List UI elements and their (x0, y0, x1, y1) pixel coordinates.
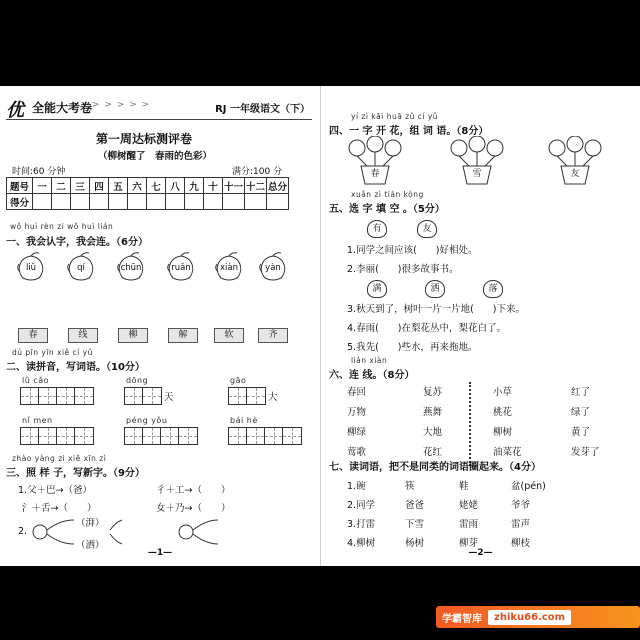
q6-word: 黄了 (571, 427, 591, 438)
score-cell (223, 194, 245, 210)
q7-word: 2.同学 (347, 500, 376, 511)
score-cell (90, 194, 109, 210)
writing-grid-cell (57, 388, 75, 404)
q6-word: 花红 (423, 447, 443, 458)
page-number: —1— (147, 548, 173, 558)
q6-pinyin: lián xiàn (351, 356, 388, 365)
peach-pinyin: xiàn (220, 263, 238, 273)
score-cell (166, 194, 185, 210)
writing-grid (124, 427, 198, 445)
choice-char: 落 (483, 280, 503, 298)
score-cell (245, 194, 267, 210)
score-table (6, 177, 289, 210)
q6-word: 大地 (423, 427, 443, 438)
character-box: 柳 (118, 328, 148, 343)
peach-item (14, 252, 48, 282)
writing-grid-cell (39, 388, 57, 404)
subject-label: RJ 一年级语文（下） (215, 104, 310, 115)
q5-label: 五、选 字 填 空 。（5分） (329, 204, 445, 215)
q7-word: 爷爷 (511, 500, 531, 511)
score-header-cell: 九 (185, 178, 204, 194)
score-header-cell: 十二 (245, 178, 267, 194)
q7-word: 4.柳树 (347, 538, 376, 549)
peach-pinyin: qí (77, 263, 85, 273)
q3-pinyin: zhào yàng zi xiě xīn zì (12, 454, 107, 463)
score-header-cell: 三 (71, 178, 90, 194)
peach-item (212, 252, 246, 282)
writing-grid (20, 387, 94, 405)
q3-item-3: 氵＋舌→（ ） (22, 503, 97, 514)
q7-word: 鞋 (459, 481, 469, 492)
peach-item (64, 252, 98, 282)
q2-item-char: 天 (164, 392, 174, 403)
score-value-row (7, 194, 289, 210)
writing-grid-cell (57, 428, 75, 444)
q7-word: 雷声 (511, 519, 531, 530)
peach-item (256, 252, 290, 282)
q7-word: 3.打雷 (347, 519, 376, 530)
q5-pinyin: xuǎn zì tián kòng (351, 190, 424, 199)
brand-logo: 优 (6, 100, 24, 121)
peach-pinyin: liǔ (25, 263, 37, 273)
q5-line-3: 3.秋天到了，树叶一片一片地( )下来。 (347, 304, 525, 315)
q6-label: 六、连 线。（8分） (329, 370, 415, 381)
flower-pot-label: 友 (570, 169, 580, 179)
peach-pinyin: ruǎn (171, 263, 191, 273)
flower-pot-label: 春 (370, 169, 380, 179)
q6-word: 红了 (571, 387, 591, 398)
writing-grid (228, 387, 266, 405)
peach-item (164, 252, 198, 282)
header-arrows: > > > > > (92, 100, 151, 110)
q5-line-4: 4.春雨( )在梨花丛中，梨花白了。 (347, 323, 506, 334)
page-number: —2— (468, 548, 493, 558)
q6-word: 燕舞 (423, 407, 443, 418)
q1-pinyin: wǒ huì rèn zi wǒ huì lián (10, 222, 114, 231)
flower-pot (547, 136, 603, 186)
q2-label: 二、读拼音，写词语。（10分） (6, 362, 145, 373)
watermark-banner (436, 606, 640, 628)
score-header-cell: 六 (128, 178, 147, 194)
score-row-label: 得分 (7, 194, 33, 210)
peach-item (114, 252, 148, 282)
score-cell (128, 194, 147, 210)
writing-grid-cell (21, 388, 39, 404)
writing-grid-cell (143, 428, 161, 444)
q6-word: 油菜花 (493, 447, 522, 458)
exam-title: 第一周达标测评卷 (96, 132, 193, 146)
q6-word: 小草 (493, 387, 513, 398)
exam-page-right (320, 86, 640, 566)
writing-grid-cell (179, 428, 197, 444)
writing-grid (20, 427, 94, 445)
q7-word: 盆(pén) (511, 481, 546, 492)
q6-word: 春回 (347, 387, 367, 398)
choice-char: 满 (367, 280, 387, 298)
q3-item-2: 彳＋工→（ ） (156, 485, 231, 496)
writing-grid-cell (21, 428, 39, 444)
writing-grid-cell (229, 428, 247, 444)
q7-word: 杨树 (405, 538, 425, 549)
q7-word: 1.碗 (347, 481, 366, 492)
score-cell (109, 194, 128, 210)
watermark-url: zhiku66.com (488, 610, 571, 625)
watermark-brand: 学霸智库 (442, 613, 482, 625)
writing-grid (228, 427, 302, 445)
score-header-cell: 八 (166, 178, 185, 194)
q7-word: 雷雨 (459, 519, 479, 530)
flower-pot (347, 136, 403, 186)
writing-grid-cell (75, 428, 93, 444)
q1-label: 一、我会认字，我会连。（6分） (6, 237, 148, 248)
writing-grid-cell (125, 388, 143, 404)
character-box: 春 (18, 328, 48, 343)
writing-grid-cell (247, 388, 265, 404)
character-box: 齐 (258, 328, 288, 343)
q7-word: 柳枝 (511, 538, 531, 549)
score-header-cell: 五 (109, 178, 128, 194)
q2-item-char: 大 (268, 392, 278, 403)
character-box: 软 (214, 328, 244, 343)
score-header-cell: 总分 (267, 178, 289, 194)
q7-word: 下雪 (405, 519, 425, 530)
q6-divider (469, 382, 471, 466)
character-box: 解 (168, 328, 198, 343)
q3-item2-b: （洒） (76, 540, 105, 551)
writing-grid-cell (247, 428, 265, 444)
writing-grid-cell (265, 428, 283, 444)
q7-word: 柳芽 (459, 538, 479, 549)
writing-grid-cell (39, 428, 57, 444)
exam-subtitle: （柳树醒了 春雨的色彩） (98, 151, 213, 162)
score-header-cell: 七 (147, 178, 166, 194)
q4-label: 四、一 字 开 花，组 词 语。（8分） (329, 126, 489, 137)
peach-pinyin: chūn (120, 263, 142, 273)
writing-grid-cell (143, 388, 161, 404)
score-header-cell: 二 (52, 178, 71, 194)
flower-pot-label: 雪 (472, 169, 482, 179)
q6-word: 绿了 (571, 407, 591, 418)
score-cell (204, 194, 223, 210)
score-cell (71, 194, 90, 210)
q6-word: 发芽了 (571, 447, 600, 458)
choice-char: 洒 (425, 280, 445, 298)
q6-word: 桃花 (493, 407, 513, 418)
q5-line-1: 1.同学之间应该( )好相处。 (347, 245, 478, 256)
score-cell (267, 194, 289, 210)
full-score: 满分:100 分 (232, 167, 283, 177)
q7-word: 爸爸 (405, 500, 425, 511)
choice-char: 友 (417, 220, 437, 238)
q7-word: 筷 (405, 481, 415, 492)
score-header-row (7, 178, 289, 194)
score-cell (52, 194, 71, 210)
q6-word: 万物 (347, 407, 367, 418)
series-title: 全能大考卷 (32, 101, 93, 115)
time-limit: 时间:60 分钟 (12, 167, 66, 177)
flower-pot (449, 136, 505, 186)
q6-word: 柳树 (493, 427, 513, 438)
q3-branch-diagram (30, 514, 230, 550)
writing-grid-cell (229, 388, 247, 404)
writing-grid-cell (161, 428, 179, 444)
score-header-cell: 题号 (7, 178, 33, 194)
q6-word: 柳绿 (347, 427, 367, 438)
q3-item2-number: 2. (18, 526, 28, 537)
page-header (6, 96, 312, 120)
exam-page-left (0, 86, 320, 566)
q2-item-pinyin: lǜ cǎo (22, 376, 50, 385)
q3-label: 三、照 样 子，写新字。（9分） (6, 468, 145, 479)
q3-item-4: 女＋乃→（ ） (156, 503, 231, 514)
score-cell (185, 194, 204, 210)
q5-line-2: 2.李丽( )很多故事书。 (347, 264, 459, 275)
score-header-cell: 一 (33, 178, 52, 194)
score-header-cell: 十一 (223, 178, 245, 194)
score-cell (33, 194, 52, 210)
q5-line-5: 5.我先( )些水，再来拖地。 (347, 342, 478, 353)
writing-grid-cell (283, 428, 301, 444)
q2-item-pinyin: dōng (126, 376, 149, 385)
q3-item-1: 1.父＋巴→（爸） (18, 485, 93, 496)
q7-word: 姥姥 (459, 500, 479, 511)
score-header-cell: 四 (90, 178, 109, 194)
writing-grid-cell (75, 388, 93, 404)
character-box: 线 (68, 328, 98, 343)
choice-char: 有 (367, 220, 387, 238)
q2-pinyin: dú pīn yīn xiě cí yǔ (12, 348, 93, 357)
q6-word: 莺歌 (347, 447, 367, 458)
q2-item-pinyin: nǐ men (22, 416, 53, 425)
q2-item-pinyin: péng yǒu (126, 416, 168, 425)
writing-grid (124, 387, 162, 405)
peach-pinyin: yàn (265, 263, 281, 273)
q4-pinyin: yí zì kāi huā zǔ cí yǔ (351, 112, 439, 121)
q6-word: 复苏 (423, 387, 443, 398)
q7-label: 七、读词语，把不是同类的词语圈起来。（4分） (329, 462, 541, 473)
score-header-cell: 十 (204, 178, 223, 194)
q2-item-pinyin: gāo (230, 376, 247, 385)
score-cell (147, 194, 166, 210)
q2-item-pinyin: bái hè (230, 416, 258, 425)
writing-grid-cell (125, 428, 143, 444)
q3-item2-a: （湃） (76, 518, 105, 529)
